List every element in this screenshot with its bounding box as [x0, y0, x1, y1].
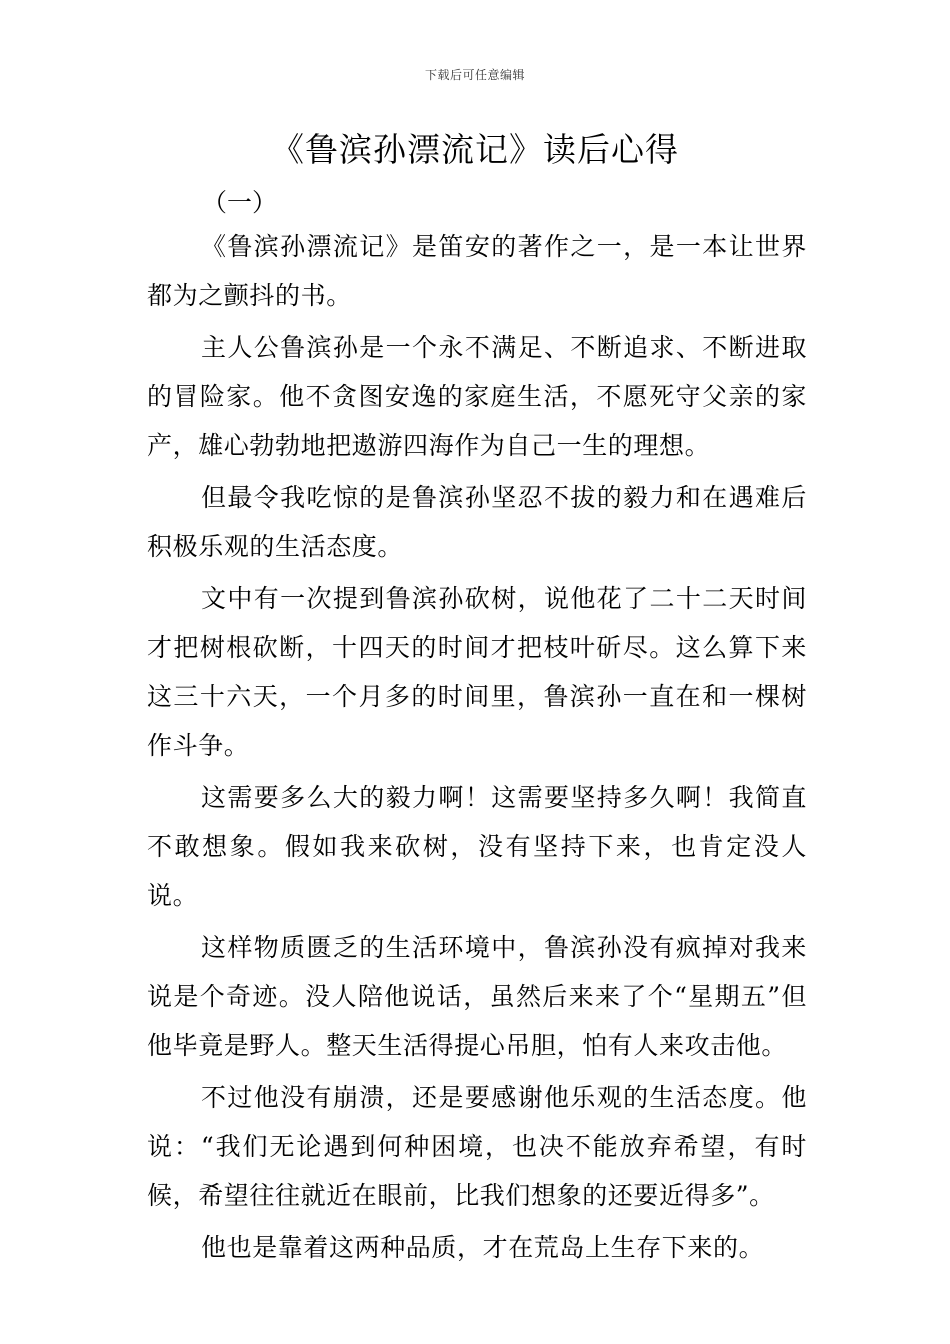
paragraph: 这样物质匮乏的生活环境中，鲁滨孙没有疯掉对我来说是个奇迹。没人陪他说话，虽然后来来了个“星期五”但他毕竟是野人。整天生活得提心吊胆，怕有人来攻击他。: [147, 933, 807, 1060]
document-body: [147, 222, 807, 1275]
paragraph: 这需要多么大的毅力啊！这需要坚持多久啊！我简直不敢想象。假如我来砍树，没有坚持下来，也肯定没人说。: [147, 783, 807, 910]
document-title: 《鲁滨孙漂流记》读后心得: [271, 130, 679, 169]
paragraph: 但最令我吃惊的是鲁滨孙坚忍不拔的毅力和在遇难后积极乐观的生活态度。: [147, 483, 807, 561]
paragraph: 文中有一次提到鲁滨孙砍树，说他花了二十二天时间才把树根砍断，十四天的时间才把枝叶斫尽。这么算下来这三十六天，一个月多的时间里，鲁滨孙一直在和一棵树作斗争。: [147, 584, 807, 760]
paragraph: 他也是靠着这两种品质，才在荒岛上生存下来的。: [201, 1233, 765, 1262]
page-header-note: 下载后可任意编辑: [424, 68, 525, 82]
section-label: （一）: [202, 188, 278, 217]
paragraph: 《鲁滨孙漂流记》是笛安的著作之一，是一本让世界都为之颤抖的书。: [147, 232, 807, 310]
paragraph: 主人公鲁滨孙是一个永不满足、不断追求、不断进取的冒险家。他不贪图安逸的家庭生活，不愿死守父亲的家产，雄心勃勃地把遨游四海作为自己一生的理想。: [147, 333, 807, 460]
paragraph: 不过他没有崩溃，还是要感谢他乐观的生活态度。他说：“我们无论遇到何种困境，也决不能放弃希望，有时候，希望往往就近在眼前，比我们想象的还要近得多”。: [147, 1083, 807, 1210]
